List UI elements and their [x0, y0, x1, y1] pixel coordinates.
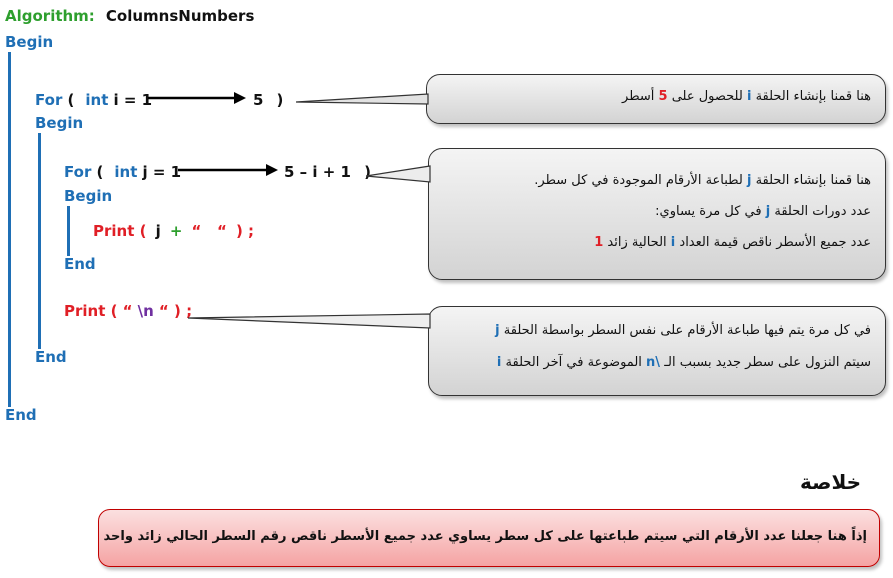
callout-1-mid: للحصول على	[671, 89, 743, 104]
for-j-paren-close: )	[364, 163, 371, 181]
algorithm-header	[5, 6, 254, 25]
callout-1-num: 5	[658, 89, 668, 104]
print-j-var: j	[155, 222, 161, 240]
algorithm-name: ColumnsNumbers	[105, 7, 255, 25]
for-j-statement	[64, 162, 181, 181]
for-j-paren-open: (	[96, 163, 104, 181]
begin-j: Begin	[64, 187, 113, 205]
callout-2-line-1-var: j	[746, 173, 752, 188]
callout-3-line-1-pre: في كل مرة يتم فيها طباعة الأرقام على نفس السطر بواسطة الحلقة	[503, 323, 871, 338]
callout-1-pointer	[296, 92, 430, 106]
for-i-statement	[35, 90, 152, 109]
callout-2-line-1-pre: هنا قمنا بإنشاء الحلقة	[755, 173, 871, 188]
callout-loop-i	[426, 74, 886, 124]
callout-3-line-1	[495, 323, 871, 338]
outer-block-bar	[8, 52, 11, 407]
callout-3-line-2-mid: الموضوعة في آخر الحلقة	[505, 355, 642, 370]
summary-box	[98, 509, 880, 567]
j-block-bar	[67, 206, 70, 256]
callout-3-line-2-escape: n\	[646, 355, 661, 370]
for-i-decl: int	[85, 91, 109, 109]
algorithm-label: Algorithm:	[5, 7, 95, 25]
for-i-paren-open: (	[67, 91, 75, 109]
for-j-keyword: For	[64, 163, 92, 181]
print-j-statement	[93, 221, 254, 240]
print-j-string: “ “	[191, 222, 227, 240]
callout-2-line-3-var: i	[670, 235, 676, 250]
summary-title: خلاصة	[800, 470, 862, 494]
print-j-plus: +	[169, 222, 183, 240]
callout-newline	[428, 306, 886, 396]
end-i: End	[35, 348, 67, 366]
print-nl-escape: \n	[137, 302, 154, 320]
for-i-limit: 5	[253, 91, 264, 109]
begin-outer: Begin	[5, 33, 54, 51]
callout-3-line-2	[497, 355, 871, 370]
callout-1-post: أسطر	[622, 89, 655, 104]
callout-2-line-2-post: في كل مرة يساوي:	[655, 204, 762, 219]
print-newline-statement	[64, 301, 192, 320]
print-nl-start: Print ( “	[64, 302, 133, 320]
i-block-bar	[38, 133, 41, 349]
callout-loop-j	[428, 148, 886, 280]
callout-2-line-3	[594, 235, 871, 250]
callout-2-line-2	[655, 204, 871, 219]
end-j: End	[64, 255, 96, 273]
callout-3-pointer	[188, 312, 432, 330]
print-j-start: Print (	[93, 222, 147, 240]
callout-2-line-2-var: j	[765, 204, 771, 219]
callout-2-line-1-post: لطباعة الأرقام الموجودة في كل سطر.	[534, 173, 743, 188]
for-j-arrow	[178, 162, 280, 178]
callout-2-line-3-mid: الحالية زائد	[607, 235, 667, 250]
callout-1-pre: هنا قمنا بإنشاء الحلقة	[755, 89, 871, 104]
print-nl-end: “ ) ;	[158, 302, 193, 320]
for-i-end	[253, 90, 283, 109]
for-i-init: i = 1	[113, 91, 153, 109]
begin-i: Begin	[35, 114, 84, 132]
for-i-keyword: For	[35, 91, 63, 109]
print-j-end: ) ;	[235, 222, 255, 240]
for-j-end	[284, 162, 371, 181]
callout-2-line-2-pre: عدد دورات الحلقة	[774, 204, 871, 219]
callout-1-var: i	[746, 89, 752, 104]
for-i-arrow	[148, 90, 248, 106]
callout-3-line-2-var: i	[496, 355, 502, 370]
callout-loop-i-text	[622, 89, 871, 104]
for-j-decl: int	[114, 163, 138, 181]
callout-2-line-1	[534, 173, 871, 188]
callout-2-line-3-pre: عدد جميع الأسطر ناقص قيمة العداد	[679, 235, 871, 250]
end-outer: End	[5, 406, 37, 424]
for-i-paren-close: )	[276, 91, 284, 109]
for-j-limit: 5 – i + 1	[284, 163, 351, 181]
for-j-init: j = 1	[142, 163, 182, 181]
summary-text: إذاً هنا جعلنا عدد الأرقام التي سيتم طباعتها على كل سطر يساوي عدد جميع الأسطر ناقص رقم السطر الحالي زائد واحد	[103, 529, 867, 544]
callout-2-line-3-num: 1	[594, 235, 604, 250]
callout-3-line-2-pre: سيتم النزول على سطر جديد بسبب الـ	[664, 355, 871, 370]
callout-2-pointer	[366, 164, 432, 184]
callout-3-line-1-var: j	[495, 323, 500, 338]
